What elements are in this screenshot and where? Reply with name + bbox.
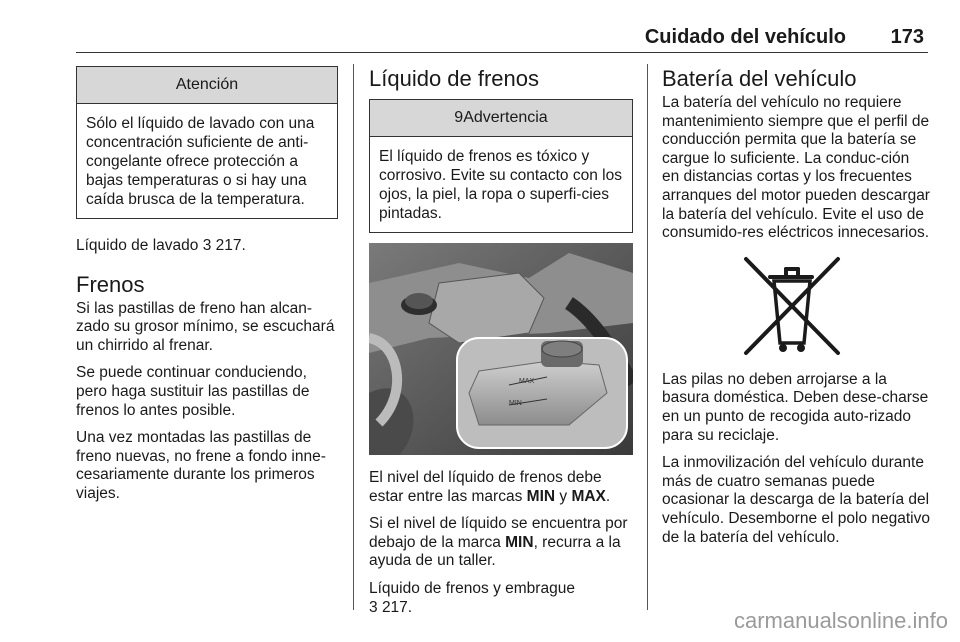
paragraph: Las pilas no deben arrojarse a la basura doméstica. Deben dese-charse en un punto de recogida auto-rizado para su reciclaje.: [662, 370, 929, 444]
min-mark: MIN: [505, 533, 534, 551]
min-mark-label: MIN: [509, 400, 522, 407]
paragraph: Se puede continuar conduciendo, pero haga sustituir las pastillas de frenos lo antes posible.: [76, 364, 310, 419]
chapter-title: Cuidado del vehículo: [644, 26, 846, 48]
notice-box: [76, 66, 338, 219]
engine-bay-illustration: [369, 243, 633, 455]
watermark: carmanualsonline.info: [733, 608, 948, 633]
warning-triangle-icon: 9: [454, 109, 464, 126]
paragraph: La batería del vehículo no requiere mantenimiento siempre que el perfil de conducción permita que la batería se cargue lo suficiente. La conduc-ción en distancias cortas y los frecuentes arranques del motor pueden descargar la batería del vehículo. Evite el uso de consumido-res eléctricos innecesarios.: [662, 94, 930, 242]
brake-fluid-ref[interactable]: Líquido de frenos y embrague 3 217.: [369, 579, 575, 616]
paragraph: Si las pastillas de freno han alcan-zado su grosor mínimo, se escuchará un chirrido al frenar.: [76, 299, 335, 354]
column-right: [662, 66, 930, 547]
notice-text: Sólo el líquido de lavado con una concentración suficiente de anti-congelante ofrece protección a bajas temperaturas o si hay una caída brusca de la temperatura.: [86, 115, 315, 208]
min-mark: MIN: [526, 487, 556, 505]
warning-heading: 9Advertencia: [370, 100, 632, 137]
max-mark: MAX: [571, 487, 606, 505]
page-ref-arrow-icon: 3: [202, 237, 212, 254]
warning-text: El líquido de frenos es tóxico y corrosivo. Evite su contacto con los ojos, la piel, la ropa o superfi-cies pintadas.: [379, 148, 622, 222]
brake-fluid-reservoir-photo: [369, 243, 633, 455]
page-ref-arrow-icon: 3: [369, 598, 378, 616]
notice-heading: Atención: [77, 67, 337, 104]
page-number: 173: [890, 26, 924, 48]
max-mark-label: MAX: [519, 378, 535, 385]
paragraph-levels: El nivel del líquido de frenos debe estar entre las marcas MIN y MAX.: [369, 469, 611, 505]
crossed-bin-icon: [742, 255, 842, 357]
warning-box: [369, 99, 633, 233]
paragraph: Una vez montadas las pastillas de freno nuevas, no frene a fondo inne-cesariamente durante los primeros viajes.: [76, 429, 326, 502]
page-header: [76, 22, 928, 53]
paragraph: La inmovilización del vehículo durante más de cuatro semanas puede ocasionar la descarga de la batería del vehículo. Desemborne el polo negativo de la batería del vehículo.: [662, 454, 930, 546]
washer-fluid-ref[interactable]: Líquido de lavado 3 217.: [76, 237, 246, 254]
column-middle: [369, 66, 633, 617]
section-title-frenos: Frenos: [76, 271, 145, 297]
section-title-liquido-frenos: Líquido de frenos: [369, 66, 540, 91]
column-divider: [647, 64, 648, 610]
column-left: [76, 66, 338, 504]
paragraph-low-level: Si el nivel de líquido se encuentra por debajo de la marca MIN, recurra a la ayuda de un taller.: [369, 515, 628, 570]
section-title-bateria: Batería del vehículo: [662, 66, 857, 91]
column-divider: [353, 64, 354, 610]
